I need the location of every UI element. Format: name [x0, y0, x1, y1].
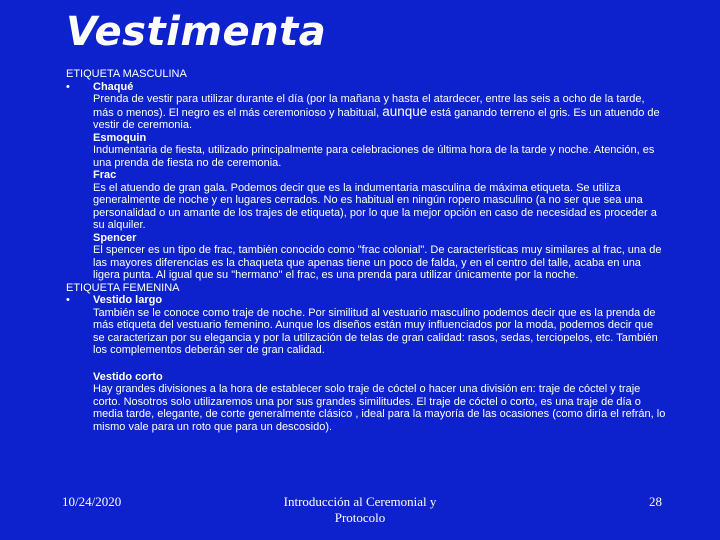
item-title-chaque: Chaqué: [93, 80, 134, 93]
heading-etiqueta-femenina: ETIQUETA FEMENINA: [66, 281, 180, 294]
item-title-vestido-largo: Vestido largo: [93, 294, 163, 306]
item-title-frac: Frac: [93, 169, 117, 181]
item-text-vestido-largo: También se le conoce como traje de noche. Por similitud al vestuario masculino podemos decir que es la prenda de más etiqueta del vestuario femenino. Aunque los diseños están muy influenciados por la moda, podemos decir que se caracterizan por su elegancia y por la utilización de telas de gran calidad: rasos, sedas, terciopelos, etc. También los complementos deberán ser de gran calidad.: [93, 306, 658, 356]
bullet-icon: •: [66, 294, 70, 306]
item-text-frac: Es el atuendo de gran gala. Podemos decir que es la indumentaria masculina de máxima etiqueta. Se utiliza generalmente de noche y en lugares cerrados. No es habitual en ningún ropero masculino (a no ser que sea una personalidad o un amante de los trajes de etiqueta), por lo que la mejor opción en caso de necesidad es proceder a su alquiler.: [93, 181, 657, 231]
heading-etiqueta-masculina: ETIQUETA MASCULINA: [66, 68, 187, 80]
footer-title: Introducción al Ceremonial y Protocolo: [283, 494, 437, 525]
chaque-text-aunque: aunque: [382, 103, 428, 119]
slide-title: Vestimenta: [66, 9, 327, 55]
item-text-esmoquin: Indumentaria de fiesta, utilizado principalmente para celebraciones de última hora de la tarde y noche. Atención, es una prenda de fiesta no de ceremonia.: [93, 144, 655, 169]
item-text-spencer: El spencer es un tipo de frac, también conocido como "frac colonial". De características muy similares al frac, una de las mayores diferencias es la chaqueta que apenas tiene un poco de falda, y en el centro del talle, acaba en una ligera punta. Al igual que su "hermano" el frac, es una prenda para utilizar únicamente por la noche.: [93, 244, 662, 281]
bullet-item-vestido-largo: [66, 294, 666, 307]
bullet-item-chaque: [66, 81, 666, 94]
chaque-text-part-1: Prenda de vestir para utilizar durante el día (por la mañana y hasta el atardecer, entre las seis a ocho de la tarde, más o menos). El negro es el más ceremonioso y habitual,: [93, 93, 645, 119]
slide-content: [66, 68, 666, 433]
footer-page-number: 28: [649, 494, 662, 509]
item-title-vestido-corto: Vestido corto: [93, 370, 163, 383]
item-title-esmoquin: Esmoquin: [93, 131, 147, 144]
bullet-icon: •: [66, 80, 70, 93]
item-text-chaque: [66, 93, 666, 132]
chaque-text-part-2: está ganando terreno el gris. Es un atuendo de vestir de ceremonia.: [93, 106, 660, 131]
footer-date: 10/24/2020: [62, 494, 122, 509]
item-text-vestido-corto: Hay grandes divisiones a la hora de establecer solo traje de cóctel o hacer una división en: traje de cóctel y traje corto. Nosotros solo utilizaremos una por sus grandes similitudes. El traje de cóctel o corto, es una traje de día o media tarde, elegante, de corte generalmente clásico , ideal para la mayoría de las ocasiones (como diría el refrán, lo mismo vale para un roto que para un descosido).: [93, 383, 666, 433]
item-title-spencer: Spencer: [93, 231, 137, 244]
spacer: [66, 357, 666, 371]
